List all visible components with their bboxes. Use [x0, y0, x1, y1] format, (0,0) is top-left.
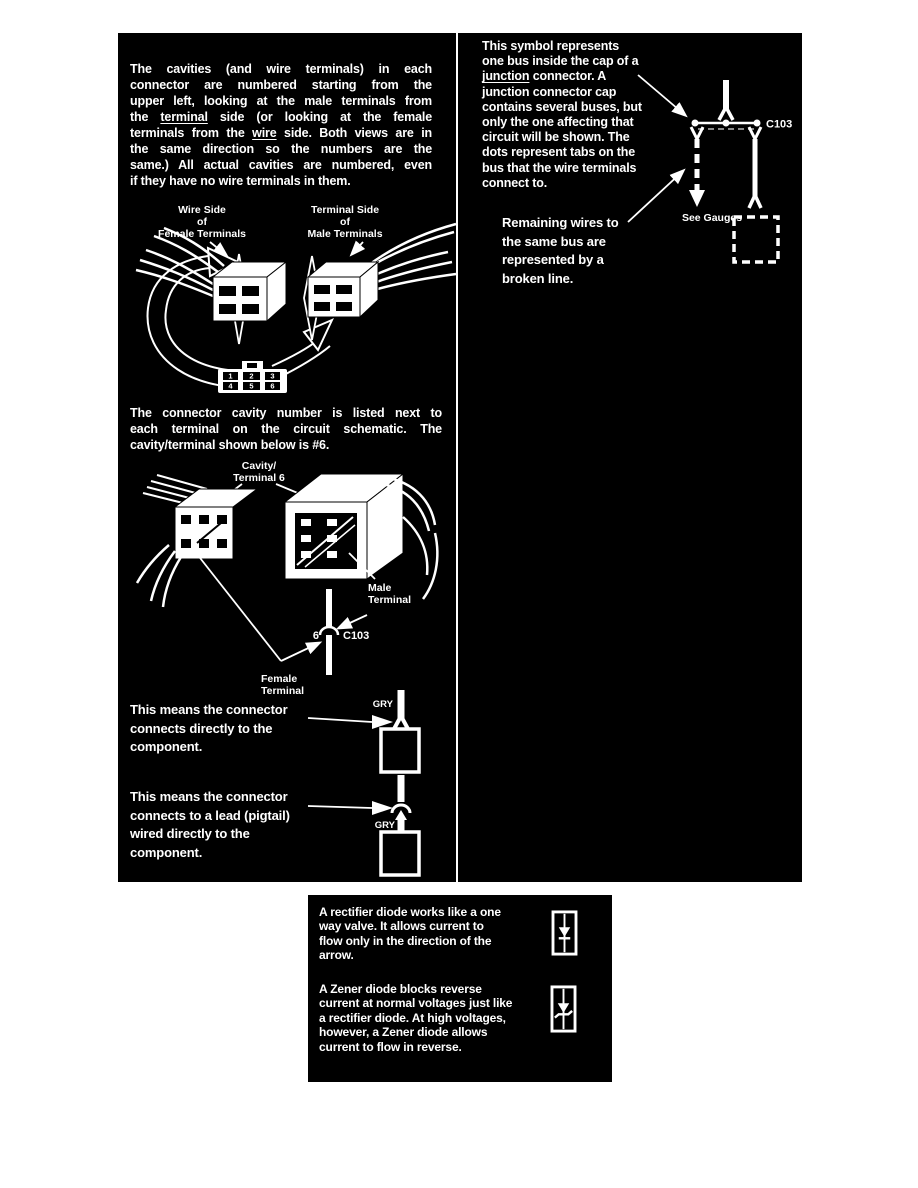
cavity-number-paragraph: The connector cavity number is listed next to each terminal on the circuit schematic. The cavity/terminal shown below is #6.	[130, 406, 442, 452]
svg-text:Wire Side: Wire Side	[178, 204, 226, 216]
svg-text:of: of	[340, 216, 350, 228]
pointer-arrow	[308, 718, 372, 722]
bus-tab-dot	[692, 120, 699, 127]
svg-text:Terminal: Terminal	[368, 594, 411, 606]
connector-id-label: C103	[343, 630, 370, 642]
zener-diode-symbol	[550, 985, 577, 1033]
terminal-side-label	[307, 204, 382, 240]
female-terminal-arrow	[281, 643, 319, 661]
cavity-terminal-6-diagram	[123, 457, 463, 705]
pigtail-connect-symbol	[300, 775, 430, 883]
component-box	[381, 729, 419, 772]
svg-text:1: 1	[228, 371, 233, 381]
see-gauges-label: See Gauges	[681, 212, 743, 224]
svg-text:Terminal 6: Terminal 6	[233, 472, 285, 484]
wire-color-label: GRY	[374, 820, 395, 831]
direct-connect-note: This means the connector connects directly to the component.	[130, 702, 288, 755]
female-terminal-trace-line	[193, 549, 281, 661]
main-legend-panel	[118, 33, 802, 882]
broken-line-pointer-arrow	[628, 171, 683, 222]
cavity-numbering-paragraph: The cavities (and wire terminals) in each connector are numbered starting from the upper left, looking at the male terminals from the terminal side (or looking at the female terminals from the wire side. Both views are in the same direction so the numbers are the same.) All actual cavities are numbered, even if they have no wire terminals in them.	[130, 62, 433, 188]
cavity-terminal-label	[233, 460, 285, 484]
rectifier-diode-note: A rectifier diode works like a one way valve. It allows current to flow only in the direction of the arrow.	[319, 905, 501, 963]
female-connector-art	[136, 228, 286, 344]
terminal-side-pointer-arrow	[352, 242, 363, 254]
svg-text:Terminal: Terminal	[261, 685, 304, 697]
svg-text:3: 3	[270, 371, 275, 381]
pointer-arrow	[308, 806, 372, 808]
terminal-number-label: 6	[312, 630, 319, 642]
svg-text:2: 2	[249, 371, 254, 381]
bus-pointer-arrow	[638, 75, 685, 115]
svg-text:Male: Male	[368, 582, 392, 594]
female-connector-6cavity	[137, 475, 257, 607]
remaining-wires-paragraph: Remaining wires to the same bus are represented by a broken line.	[502, 215, 619, 286]
wire-side-label	[158, 204, 246, 240]
direct-connect-symbol	[300, 690, 425, 785]
female-wires	[137, 545, 181, 607]
rectifier-diode-symbol	[551, 910, 578, 956]
numbered-connector-face	[218, 361, 287, 393]
component-box	[381, 832, 419, 875]
pigtail-connect-note: This means the connector connects to a lead (pigtail) wired directly to the component.	[130, 789, 290, 860]
female-terminal-label	[261, 673, 304, 697]
svg-text:Male Terminals: Male Terminals	[307, 228, 383, 240]
diode-legend-panel	[308, 895, 612, 1082]
svg-text:6: 6	[270, 381, 275, 391]
svg-text:of: of	[197, 216, 207, 228]
inline-connector-symbol	[320, 627, 338, 635]
wire-terminal-side-diagram	[126, 200, 460, 408]
male-connector-box	[285, 474, 437, 599]
svg-text:5: 5	[249, 381, 254, 391]
male-terminal-arrow	[339, 615, 367, 628]
junction-bus-paragraph: This symbol represents one bus inside the cap of a junction connector. A junction connector cap contains several buses, but only the one affecting that circuit will be shown. The dots represent tabs on the bus that the wire terminals connect to.	[482, 39, 642, 190]
junction-bus-diagram	[505, 60, 802, 295]
down-arrowhead	[689, 190, 705, 207]
svg-text:4: 4	[228, 381, 233, 391]
male-terminal-label	[368, 582, 411, 606]
svg-text:Cavity/: Cavity/	[241, 460, 277, 472]
zener-diode-note: A Zener diode blocks reverse current at normal voltages just like a rectifier diode. At high voltages, however, a Zener diode allows current to flow in reverse.	[319, 982, 513, 1054]
bus-tab-dot	[723, 120, 730, 127]
bus-tab-dot	[754, 120, 761, 127]
svg-text:Terminal Side: Terminal Side	[310, 204, 380, 216]
wire-color-label: GRY	[372, 699, 393, 710]
svg-text:Female: Female	[261, 673, 298, 685]
connector-id-label: C103	[766, 118, 793, 131]
svg-text:Female Terminals: Female Terminals	[158, 228, 246, 240]
